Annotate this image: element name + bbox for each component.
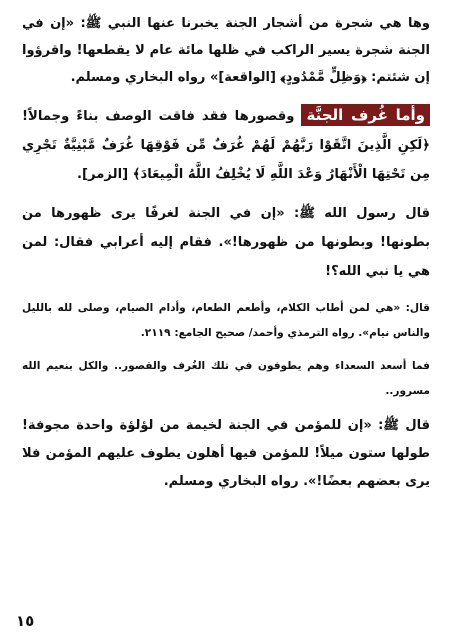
page-number: ١٥ bbox=[16, 612, 35, 630]
paragraph-rooms-text: وقصورها فقد فاقت الوصف بناءً وجمالاً! ﴿لَكِنِ الَّذِينَ اتَّقَوْا رَبَّهُمْ لَهُمْ غُرَفٌ مِّن فَوْقِهَا غُرَفٌ مَّبْنِيَّةٌ تَجْرِي مِن تَحْتِهَا الْأَنْهَارُ وَعْدَ اللَّهِ لَا يُخْلِفُ اللَّهُ الْمِيعَادَ﴾ [الزمر]. bbox=[22, 109, 430, 182]
highlighted-heading: وأما غُرف الجنَّة bbox=[301, 104, 430, 126]
paragraph-happiness: فما أسعد السعداء وهم يطوفون في تلك الغُرف والقصور.. والكل بنعيم الله مسرور.. bbox=[22, 360, 430, 397]
paragraph-tree-hadith: وها هي شجرة من أشجار الجنة يخبرنا عنها النبي ﷺ: «إن في الجنة شجرة يسير الراكب في ظلها مائة عام لا يقطعها! واقرؤوا إن شئتم: ﴿وَظِلٍّ مَّمْدُودٍ﴾ [الواقعة]» رواه البخاري ومسلم. bbox=[22, 16, 430, 85]
paragraph-tent-hadith: قال ﷺ: «إن للمؤمن في الجنة لخيمة من لؤلؤة واحدة مجوفة! طولها ستون ميلاً! للمؤمن فيها أهلون يطوف عليهم المؤمن فلا يرى بعضهم بعضًا!». رواه البخاري ومسلم. bbox=[22, 418, 430, 489]
paragraph-answer: قال: «هي لمن أطاب الكلام، وأطعم الطعام، وأدام الصيام، وصلى لله بالليل والناس نيام». رواه الترمذي وأحمد/ صحيح الجامع: ٢١١٩. bbox=[22, 302, 430, 339]
paragraph-rooms-verse bbox=[22, 101, 430, 189]
paragraph-rooms-hadith: قال رسول الله ﷺ: «إن في الجنة لغرفًا يرى ظهورها من بطونها! وبطونها من ظهورها!». فقام إليه أعرابي فقال: لمن هي يا نبي الله؟! bbox=[22, 206, 430, 279]
